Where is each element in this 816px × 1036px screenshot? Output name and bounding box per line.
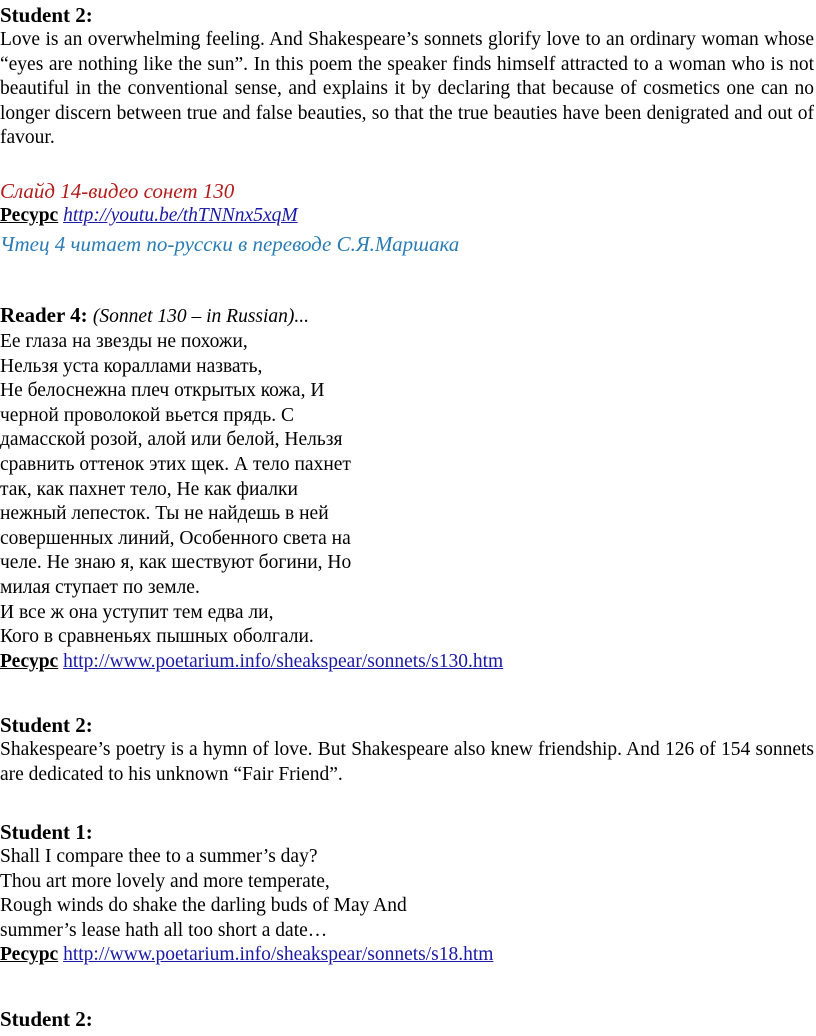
- poem-line: челе. Не знаю я, как шествуют богини, Но: [0, 552, 352, 574]
- poem-line: сравнить оттенок этих щек. А тело пахнет: [0, 453, 351, 475]
- reader-note: Чтец 4 читает по-русски в переводе С.Я.Маршака: [0, 231, 460, 256]
- paragraph: Love is an overwhelming feeling. And Shakespeare’s sonnets glorify love to an ordinary woman whose “eyes are nothing like the sun”. In this poem the speaker finds himself attracted to a woman who is not beautiful in the conventional sense, and explains it by declaring that because of cosmetics one can no longer discern between true and false beauties, so that the true beauties have been denigrated and out of favour.: [0, 29, 814, 149]
- speaker-heading: Student 2:: [0, 713, 93, 737]
- poem-line: так, как пахнет тело, Не как фиалки: [0, 478, 298, 500]
- sonnet-18-link[interactable]: http://www.poetarium.info/sheakspear/sonnets/s18.htm: [63, 944, 494, 966]
- poem-line: дамасской розой, алой или белой, Нельзя: [0, 429, 343, 451]
- poem-lines: [0, 845, 814, 943]
- poem-line: совершенных линий, Особенного света на: [0, 527, 351, 549]
- poem-line: Thou art more lovely and more temperate,: [0, 870, 330, 892]
- poem-line: Rough winds do shake the darling buds of May And: [0, 895, 407, 917]
- resource-label: Ресурс: [0, 944, 59, 966]
- slide-title: Слайд 14-видео сонет 130: [0, 179, 235, 203]
- poem-lines: [0, 330, 814, 650]
- paragraph: Shakespeare’s poetry is a hymn of love. But Shakespeare also knew friendship. And 126 of 154 sonnets are dedicated to his unknown “Fair Friend”.: [0, 739, 814, 785]
- resource-line: [0, 943, 814, 968]
- youtube-link[interactable]: http://youtu.be/thTNNnx5xqM: [63, 205, 298, 226]
- speaker-name: Reader 4:: [0, 303, 88, 327]
- poem-line: нежный лепесток. Ты не найдешь в ней: [0, 503, 329, 525]
- section-student2-final: [0, 1006, 814, 1032]
- poem-line: черной проволокой вьется прядь. С: [0, 404, 294, 426]
- speaker-heading: [0, 302, 814, 330]
- speaker-heading: Student 2:: [0, 1007, 93, 1031]
- section-student2-love: [0, 2, 814, 151]
- poem-line: Ее глаза на звезды не похожи,: [0, 331, 248, 352]
- section-student2-friendship: [0, 712, 814, 787]
- reader-subtitle: (Sonnet 130 – in Russian)...: [92, 306, 310, 327]
- speaker-heading: Student 2:: [0, 3, 93, 27]
- section-student1: [0, 819, 814, 968]
- poem-line: Нельзя уста кораллами назвать,: [0, 355, 263, 377]
- resource-label: Ресурс: [0, 205, 59, 226]
- resource-label: Ресурс: [0, 650, 59, 672]
- sonnet-130-link[interactable]: http://www.poetarium.info/sheakspear/sonnets/s130.htm: [63, 650, 504, 672]
- poem-line: Не белоснежна плеч открытых кожа, И: [0, 380, 325, 402]
- poem-line: милая ступает по земле.: [0, 576, 200, 598]
- poem-line: Кого в сравненьях пышных оболгали.: [0, 626, 314, 648]
- poem-line: summer’s lease hath all too short a date…: [0, 919, 328, 941]
- speaker-heading: Student 1:: [0, 820, 93, 844]
- poem-line: Shall I compare thee to a summer’s day?: [0, 846, 318, 867]
- resource-line: [0, 650, 814, 675]
- slide-info: [0, 178, 814, 257]
- section-reader4: [0, 302, 814, 674]
- resource-line: [0, 204, 814, 229]
- poem-line: И все ж она уступит тем едва ли,: [0, 601, 274, 623]
